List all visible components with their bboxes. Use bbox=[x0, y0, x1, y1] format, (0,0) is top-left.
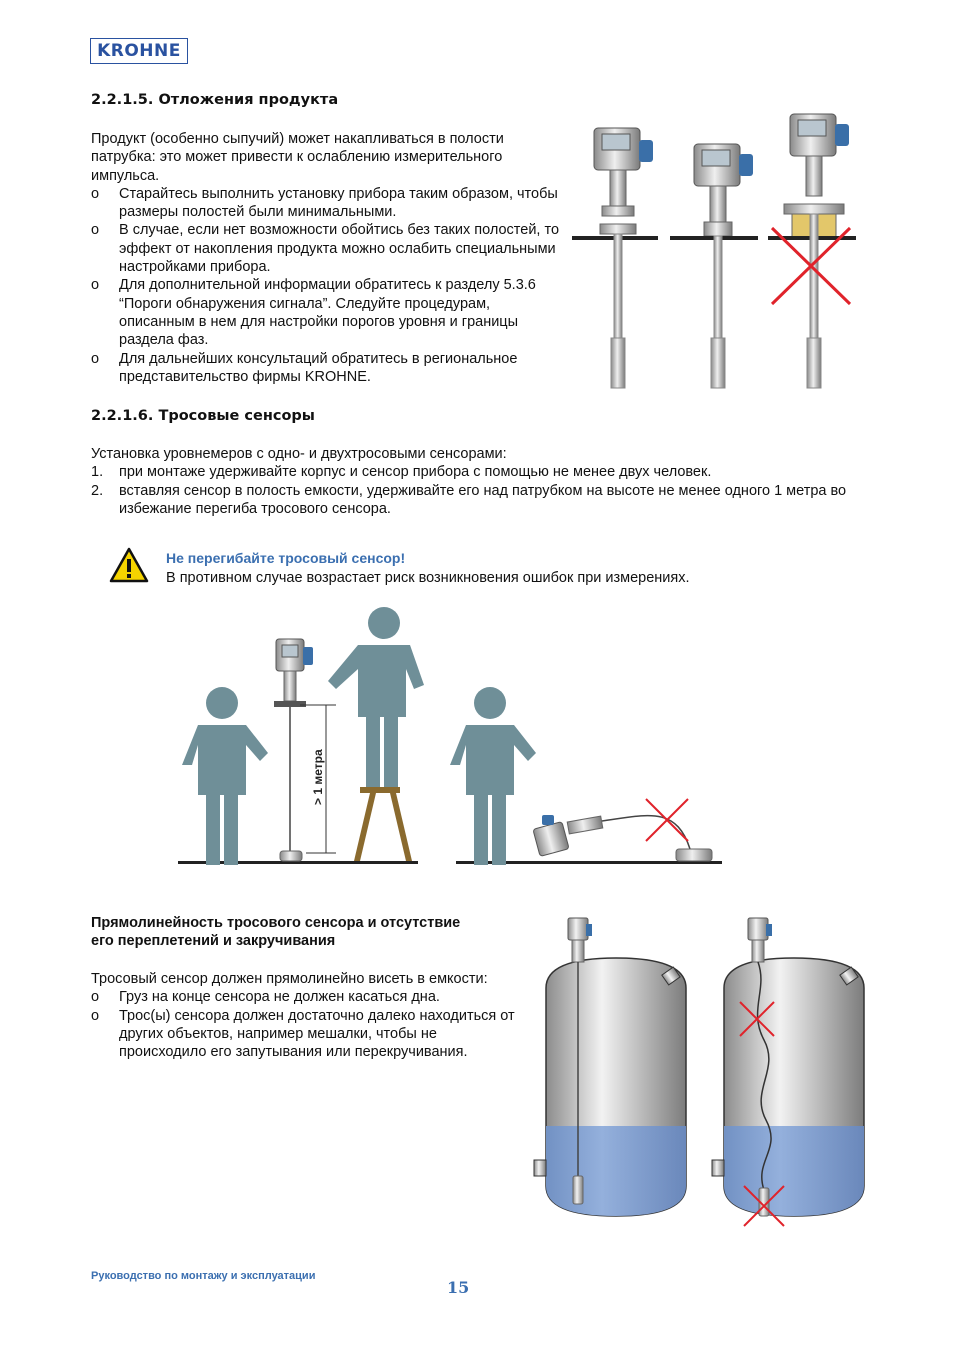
list-item: 2. вставляя сенсор в полость емкости, удерживайте его над патрубком на высоте не менее одного 1 метра во избежание перегиба тросового сенсора. bbox=[91, 482, 847, 517]
straightness-intro: Тросовый сенсор должен прямолинейно висеть в емкости: bbox=[91, 971, 488, 987]
list-item: o Для дополнительной информации обратитесь к разделу 5.3.6 “Пороги обнаружения сигнала”. Следуйте процедурам, описанным в нем для настройки порогов уровня и границы раздела фаз. bbox=[91, 277, 536, 349]
stool bbox=[354, 787, 412, 861]
dimension-label: > 1 метра bbox=[311, 749, 325, 805]
person-holding-device bbox=[182, 687, 268, 865]
list-item: o Трос(ы) сенсора должен достаточно далеко находиться от других объектов, например мешалки, чтобы не происходило его запутывания или перекручивания. bbox=[91, 1007, 515, 1061]
cable-sensors-text-block bbox=[91, 445, 871, 518]
section-heading-straightness: Прямолинейность тросового сенсора и отсутствие его переплетений и закручивания bbox=[91, 915, 461, 950]
list-item: 1. при монтаже удерживайте корпус и сенсор прибора с помощью не менее двух человек. bbox=[91, 464, 712, 481]
cable-device-vertical bbox=[274, 639, 313, 861]
straightness-text-block bbox=[91, 970, 521, 1061]
tank-correct bbox=[534, 918, 698, 1226]
krohne-logo: KROHNE bbox=[90, 38, 188, 64]
device-flush-nozzle bbox=[670, 144, 758, 388]
cable-sensors-intro: Установка уровнемеров с одно- и двухтросовыми сенсорами: bbox=[91, 446, 507, 462]
installation-persons-figure bbox=[176, 605, 728, 870]
footer-text: Руководство по монтажу и эксплуатации bbox=[91, 1270, 316, 1282]
device-short-nozzle bbox=[572, 128, 658, 388]
warning-title: Не перегибайте тросовый сенсор! bbox=[166, 550, 406, 566]
deposits-intro: Продукт (особенно сыпучий) может накапливаться в полости патрубка: это может привести к ослаблению измерительного импульса. bbox=[91, 131, 504, 184]
section-heading-deposits: 2.2.1.5. Отложения продукта bbox=[91, 92, 339, 108]
list-item: o Для дальнейших консультаций обратитесь в региональное представительство фирмы KROHNE. bbox=[91, 350, 518, 385]
warning-triangle-icon bbox=[109, 547, 149, 583]
nozzle-deposits-figure bbox=[566, 110, 858, 392]
list-item: o Старайтесь выполнить установку прибора таким образом, чтобы размеры полостей были минимальными. bbox=[91, 185, 558, 221]
person-wrong-handling bbox=[450, 687, 536, 865]
tank-incorrect bbox=[712, 918, 868, 1226]
list-item: o Груз на конце сенсора не должен касаться дна. bbox=[91, 989, 440, 1006]
deposits-text-block bbox=[91, 130, 561, 386]
tanks-figure bbox=[528, 910, 868, 1235]
person-on-stool bbox=[328, 607, 424, 787]
device-long-nozzle-incorrect bbox=[768, 114, 856, 388]
page-number: 15 bbox=[447, 1278, 470, 1297]
section-heading-cable-sensors: 2.2.1.6. Тросовые сенсоры bbox=[91, 408, 315, 424]
warning-text: В противном случае возрастает риск возникновения ошибок при измерениях. bbox=[166, 570, 690, 586]
list-item: o В случае, если нет возможности обойтись без таких полостей, то эффект от накопления продукта можно ослабить специальными настройками прибора. bbox=[91, 222, 560, 276]
